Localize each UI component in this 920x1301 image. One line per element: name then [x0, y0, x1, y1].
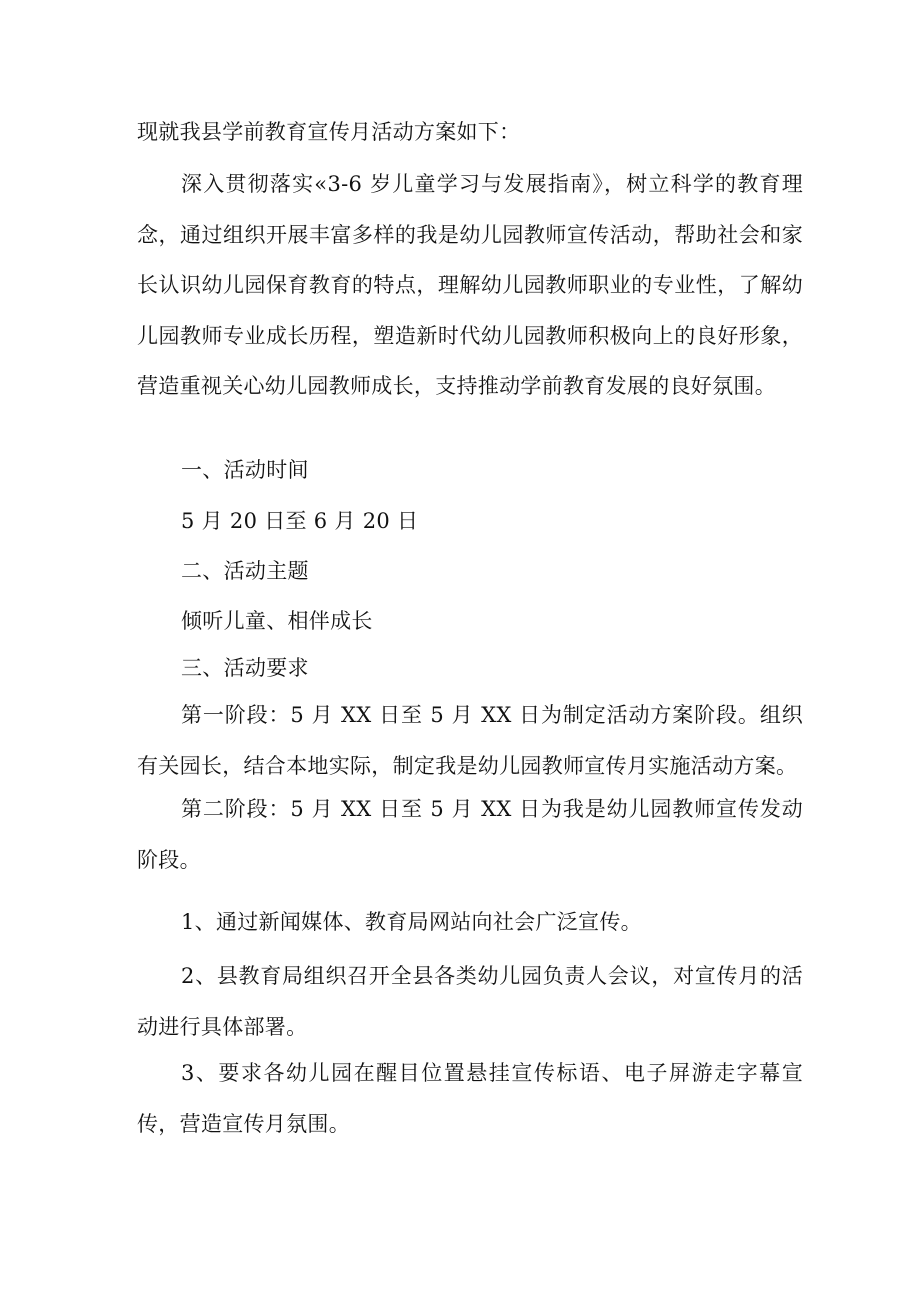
purpose-paragraph: 深入贯彻落实«3-6 岁儿童学习与发展指南》，树立科学的教育理念，通过组织开展丰富多样的我是幼儿园教师宣传活动，帮助社会和家长认识幼儿园保育教育的特点，理解幼儿园教师职业的专业性，了解幼儿园教师专业成长历程，塑造新时代幼儿园教师积极向上的良好形象，营造重视关心幼儿园教师成长，支持推动学前教育发展的良好氛围。 — [137, 172, 803, 398]
stage-two-paragraph: 第二阶段：5 月 XX 日至 5 月 XX 日为我是幼儿园教师宣传发动阶段。 — [137, 797, 803, 872]
section-heading-requirements: 三、活动要求 — [181, 656, 309, 680]
stage-one-paragraph: 第一阶段：5 月 XX 日至 5 月 XX 日为制定活动方案阶段。组织有关园长，结合本地实际，制定我是幼儿园教师宣传月实施活动方案。 — [137, 703, 803, 778]
section-heading-theme: 二、活动主题 — [181, 559, 309, 583]
activity-theme-text: 倾听儿童、相伴成长 — [181, 609, 373, 633]
list-item-2: 2、县教育局组织召开全县各类幼儿园负责人会议，对宣传月的活动进行具体部署。 — [137, 964, 803, 1039]
section-heading-time: 一、活动时间 — [181, 458, 309, 482]
list-item-3: 3、要求各幼儿园在醒目位置悬挂宣传标语、电子屏游走字幕宣传，营造宣传月氛围。 — [137, 1061, 803, 1136]
intro-paragraph: 现就我县学前教育宣传月活动方案如下： — [137, 120, 521, 144]
list-item-1: 1、通过新闻媒体、教育局网站向社会广泛宣传。 — [181, 910, 642, 934]
activity-time-text: 5 月 20 日至 6 月 20 日 — [181, 509, 419, 533]
